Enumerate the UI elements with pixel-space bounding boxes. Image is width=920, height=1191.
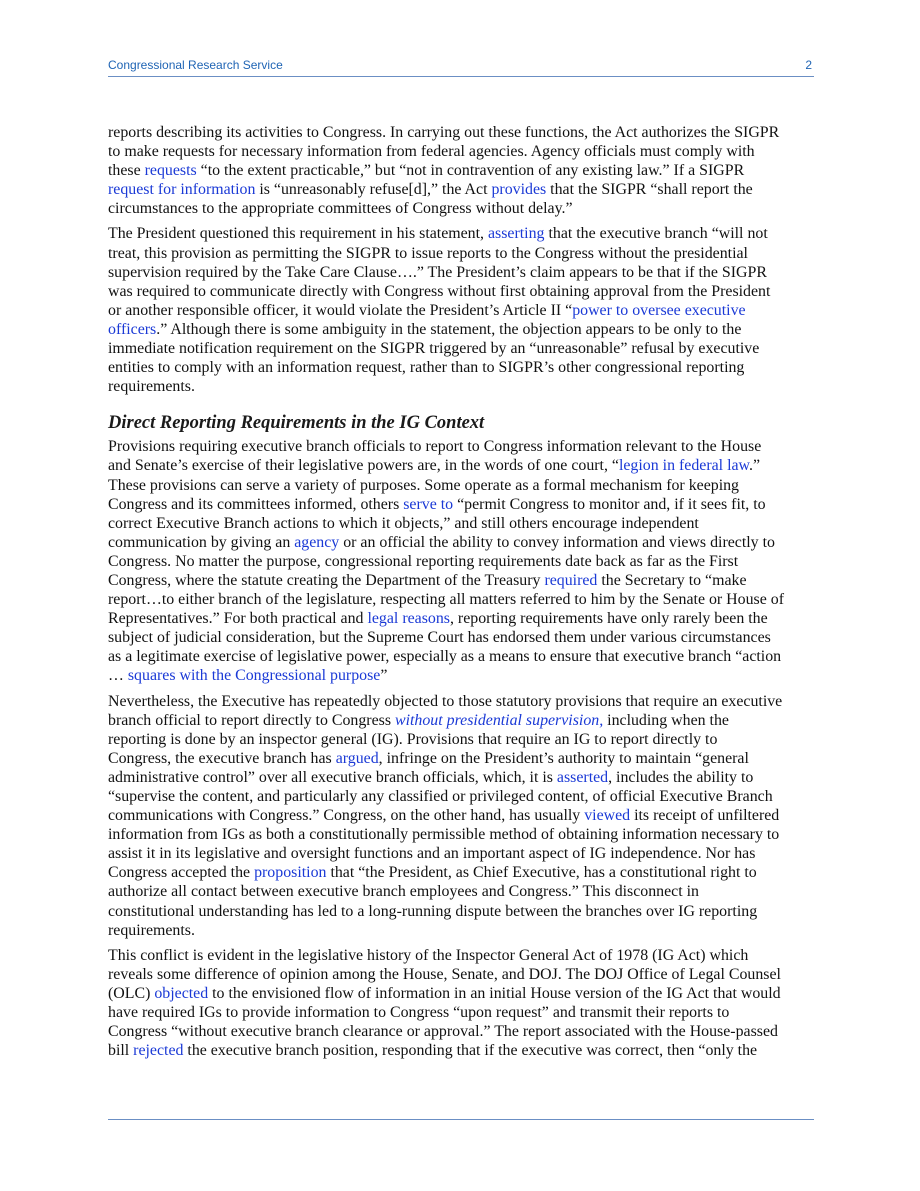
text-line: and Senate’s exercise of their legislative powers are, in the words of one court, “legion in federal law.”: [108, 457, 761, 475]
header-publisher: Congressional Research Service: [108, 58, 283, 72]
text-line: subject of judicial consideration, but the Supreme Court has endorsed them under various circumstances: [108, 629, 771, 647]
text-line: communication by giving an agency or an official the ability to convey information and views directly to: [108, 533, 775, 551]
link-legal-reasons[interactable]: legal reasons: [367, 610, 450, 628]
text-line: The President questioned this requirement in his statement, asserting that the executive branch “will not: [108, 225, 768, 243]
text-line: bill rejected the executive branch position, responding that if the executive was correct, then “only the: [108, 1042, 758, 1060]
text-line: reporting is done by an inspector general (IG). Provisions that require an IG to report directly to: [108, 730, 718, 748]
text-line: treat, this provision as permitting the SIGPR to issue reports to the Congress without the presidential: [108, 244, 748, 262]
text-line: correct Executive Branch actions to which it objects,” and still others encourage independent: [108, 514, 699, 532]
header-divider: [108, 76, 814, 77]
text-line: administrative control” over all executive branch officials, which, it is asserted, includes the ability to: [108, 768, 754, 786]
text-line: entities to comply with an information request, rather than to SIGPR’s other congressional reporting: [108, 359, 745, 377]
text-line: officers.” Although there is some ambiguity in the statement, the objection appears to be only to the: [108, 320, 742, 338]
text-line: “supervise the content, and particularly any classified or privileged content, of official Executive Branch: [108, 788, 773, 805]
text-line: requirements.: [108, 378, 195, 396]
text-line: Congress, the executive branch has argued, infringe on the President’s authority to maintain “general: [108, 749, 749, 767]
link-serve-to[interactable]: serve to: [403, 495, 454, 513]
text-line: supervision required by the Take Care Clause….” The President’s claim appears to be that if the SIGPR: [108, 263, 767, 281]
text-line: branch official to report directly to Congress without presidential supervision, including when the: [108, 711, 729, 729]
text-line: This conflict is evident in the legislative history of the Inspector General Act of 1978 (IG Act) which: [108, 946, 749, 964]
link-asserted[interactable]: asserted: [556, 768, 609, 786]
text-line: Congress and its committees informed, others serve to “permit Congress to monitor and, if it sees fit, to: [108, 495, 766, 513]
text-line: (OLC) objected to the envisioned flow of information in an initial House version of the IG Act that would: [108, 984, 781, 1002]
paragraph-sigpr-requests: [108, 123, 816, 218]
link-argued[interactable]: argued: [335, 749, 379, 767]
link-agency[interactable]: agency: [294, 533, 340, 551]
paragraph-president-statement: [108, 224, 816, 396]
text-line: Congress, where the statute creating the Department of the Treasury required the Secretary to “make: [108, 571, 747, 589]
page-number: 2: [805, 58, 812, 72]
text-line: assist it in its legislative and oversight functions and an important aspect of IG independence. Nor has: [108, 845, 756, 863]
text-line: authorize all contact between executive branch employees and Congress.” This disconnect in: [108, 883, 699, 901]
link-rejected[interactable]: rejected: [133, 1042, 184, 1060]
text-line: Nevertheless, the Executive has repeatedly objected to those statutory provisions that require an executive: [108, 692, 783, 710]
link-provides[interactable]: provides: [491, 181, 547, 199]
link-objected[interactable]: objected: [154, 984, 209, 1002]
text-line: or another responsible officer, it would violate the President’s Article II “power to oversee executive: [108, 301, 746, 319]
link-legion-in-federal-law[interactable]: legion in federal law: [618, 457, 749, 475]
text-line: communications with Congress.” Congress, on the other hand, has usually viewed its receipt of unfiltered: [108, 807, 780, 825]
text-line: was required to communicate directly with Congress without first obtaining approval from the President: [108, 282, 771, 300]
text-line: requirements.: [108, 921, 195, 939]
text-line: report…to either branch of the legislature, respecting all matters referred to him by the Senate or House of: [108, 591, 784, 609]
paragraph-executive-objections: [108, 692, 816, 940]
document-body: [108, 123, 816, 1066]
link-request-for-information[interactable]: request for information: [108, 181, 256, 199]
link-asserting[interactable]: asserting: [487, 225, 545, 243]
footer-divider: [108, 1119, 814, 1120]
link-power-to-oversee[interactable]: power to oversee executive: [572, 301, 746, 319]
link-without-presidential-supervision[interactable]: without presidential supervision,: [394, 711, 604, 729]
paragraph-reporting-provisions: [108, 437, 816, 685]
text-line: immediate notification requirement on the SIGPR triggered by an “unreasonable” refusal by executive: [108, 340, 760, 358]
text-line: … squares with the Congressional purpose”: [108, 667, 388, 685]
text-line: have required IGs to provide information to Congress “upon request” and transmit their reports to: [108, 1004, 730, 1022]
text-line: Congress “without executive branch clearance or approval.” The report associated with the House-passed: [108, 1023, 778, 1041]
text-line: reports describing its activities to Congress. In carrying out these functions, the Act authorizes the SIGPR: [108, 124, 780, 141]
text-line: Representatives.” For both practical and legal reasons, reporting requirements have only rarely been the: [108, 610, 768, 628]
text-line: information from IGs as both a constitutionally permissible method of obtaining information necessary to: [108, 826, 780, 844]
text-line: Congress accepted the proposition that “the President, as Chief Executive, has a constitutional right to: [108, 864, 757, 882]
link-proposition[interactable]: proposition: [254, 864, 327, 882]
text-line: to make requests for necessary information from federal agencies. Agency officials must comply with: [108, 143, 755, 161]
text-line: as a legitimate exercise of legislative power, especially as a means to ensure that executive branch “action: [108, 648, 782, 666]
text-line: constitutional understanding has led to a long-running dispute between the branches over IG reporting: [108, 902, 758, 920]
link-requests[interactable]: requests: [144, 162, 197, 180]
link-viewed[interactable]: viewed: [584, 807, 631, 825]
text-line: these requests “to the extent practicable,” but “not in contravention of any existing law.” If a SIGPR: [108, 162, 745, 180]
page-header: [108, 58, 814, 74]
link-officers[interactable]: officers: [108, 320, 157, 338]
text-line: circumstances to the appropriate committees of Congress without delay.”: [108, 200, 573, 218]
text-line: Provisions requiring executive branch officials to report to Congress information relevant to the House: [108, 438, 762, 456]
text-line: These provisions can serve a variety of purposes. Some operate as a formal mechanism for keeping: [108, 476, 740, 494]
link-squares-with-congressional-purpose[interactable]: squares with the Congressional purpose: [127, 667, 381, 685]
text-line: reveals some difference of opinion among the House, Senate, and DOJ. The DOJ Office of Legal Counsel: [108, 965, 781, 983]
text-line: Congress. No matter the purpose, congressional reporting requirements date back as far as the First: [108, 552, 739, 570]
section-heading: Direct Reporting Requirements in the IG Context: [108, 413, 485, 434]
link-required[interactable]: required: [544, 571, 598, 589]
paragraph-ig-act-history: [108, 946, 816, 1061]
text-line: request for information is “unreasonably refuse[d],” the Act provides that the SIGPR “shall report the: [108, 181, 753, 199]
